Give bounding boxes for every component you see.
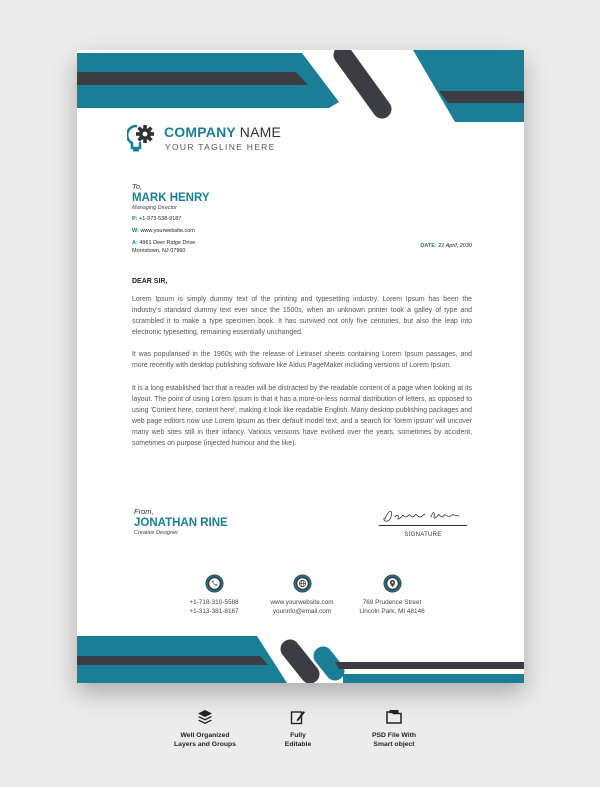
company-name-bold: COMPANY [164, 124, 236, 140]
footer-web-text [257, 599, 347, 616]
footer-address [347, 574, 437, 616]
feature-layers-line1: Well Organized [180, 732, 230, 739]
website-value: www.yourwebsite.com [140, 228, 195, 235]
address-line1: 4961 Deer Ridge Drive [139, 240, 196, 247]
feature-psd [349, 709, 439, 749]
to-label: To, [132, 182, 143, 191]
feature-editable-line1: Fully [290, 732, 306, 739]
feature-psd-line1: PSD File With [371, 732, 417, 739]
footer-phone-line2: +1-313-381-8167 [189, 607, 239, 615]
feature-psd-line2: Smart object [373, 741, 415, 748]
body-paragraph: It was popularised in the 1960s with the release of Letraset sheets containing Lorem Ipsum passages, and more recently with desktop publishing software like Aldus PageMaker including versions of Lorem Ipsum. [132, 351, 472, 370]
recipient-block [132, 182, 312, 255]
date-value: 21 April, 2030 [438, 243, 472, 249]
feature-layers-line2: Layers and Groups [174, 741, 236, 748]
footer-phone-line1: +1-718-310-5588 [189, 599, 239, 606]
edit-icon [290, 709, 306, 725]
from-label: From, [134, 507, 154, 516]
lightbulb-gear-icon [127, 122, 161, 154]
feature-layers-text [160, 731, 250, 749]
phone-label: P: [132, 216, 138, 222]
company-logo [127, 122, 287, 154]
footer-address-line1: 769 Prudence Street [362, 599, 422, 606]
sender-title: Creative Designer [134, 530, 179, 536]
phone-icon [205, 574, 224, 593]
feature-layers [160, 709, 250, 749]
sender-name: JONATHAN RINE [134, 517, 228, 529]
recipient-title: Managing Director [132, 205, 177, 211]
sender-block [134, 507, 228, 536]
company-tagline: YOUR TAGLINE HERE [165, 142, 276, 152]
footer-address-text [347, 599, 437, 616]
header-dark-band [77, 72, 308, 85]
footer-teal-stroke [323, 656, 335, 671]
address-line2: Morristown, NJ 07960 [132, 247, 186, 254]
footer-right-teal-band [343, 674, 524, 683]
footer-contacts [169, 574, 439, 619]
feature-list [160, 709, 450, 769]
feature-editable-text [253, 731, 343, 749]
folder-icon [386, 709, 402, 725]
letter-date [420, 243, 472, 249]
handwritten-signature [377, 505, 469, 527]
recipient-name: MARK HENRY [132, 192, 210, 204]
company-name [164, 124, 281, 140]
feature-editable [253, 709, 343, 749]
salutation: DEAR SIR, [132, 278, 168, 285]
footer-email: yourinfo@email.com [272, 607, 332, 615]
header-right-dark-band [439, 91, 524, 103]
layers-icon [197, 709, 213, 725]
footer-website: www.yourwebsite.com [270, 599, 334, 606]
company-name-light: NAME [239, 124, 282, 140]
signature-label: SIGNATURE [404, 532, 442, 538]
body-paragraph: Lorem Ipsum is simply dummy text of the printing and typesetting industry. Lorem Ipsum has been the industry's standard dummy text ever since the 1500s, when an unknown printer took a galley of type and scrambled it to make a type specimen book. It has survived not only five centuries, but also the leap into electronic typesetting, remaining essentially unchanged. [132, 296, 472, 337]
address-label: A: [132, 240, 138, 247]
phone-value: +1-973-538-9187 [139, 216, 182, 222]
footer-dark-stroke [290, 649, 310, 674]
letterhead-sheet [77, 50, 524, 683]
feature-psd-text [349, 731, 439, 749]
letter-body [132, 294, 472, 460]
feature-editable-line2: Editable [284, 741, 312, 748]
recipient-website [132, 228, 312, 235]
recipient-address [132, 240, 312, 254]
header-right-teal-band [413, 50, 524, 122]
footer-right-dark-band [335, 662, 524, 669]
footer-phone [169, 574, 259, 616]
globe-icon [293, 574, 312, 593]
footer-address-line2: Lincoln Park, MI 48146 [359, 607, 425, 615]
signature-block [377, 505, 469, 545]
recipient-phone [132, 216, 312, 223]
body-paragraph: It is a long established fact that a reader will be distracted by the readable content of a page when looking at its layout. The point of using Lorem Ipsum is that it has a more-or-less normal distribution of letters, as opposed to using 'Content here, content here', making it look like readable English. Many desktop publishing packages and web page editors now use Lorem Ipsum as their default model text, and a search for 'lorem ipsum' will uncover many web sites still in their infancy. Various versions have evolved over the years, sometimes by accident, sometimes on purpose (injected humour and the like). [132, 384, 472, 448]
date-label: DATE: [420, 243, 437, 249]
location-pin-icon [383, 574, 402, 593]
header-dark-stroke [343, 55, 382, 109]
footer-phone-text [169, 599, 259, 616]
web-label: W: [132, 228, 139, 235]
footer-dark-band [77, 656, 268, 665]
footer-web [257, 574, 347, 616]
signature-line [379, 525, 467, 526]
